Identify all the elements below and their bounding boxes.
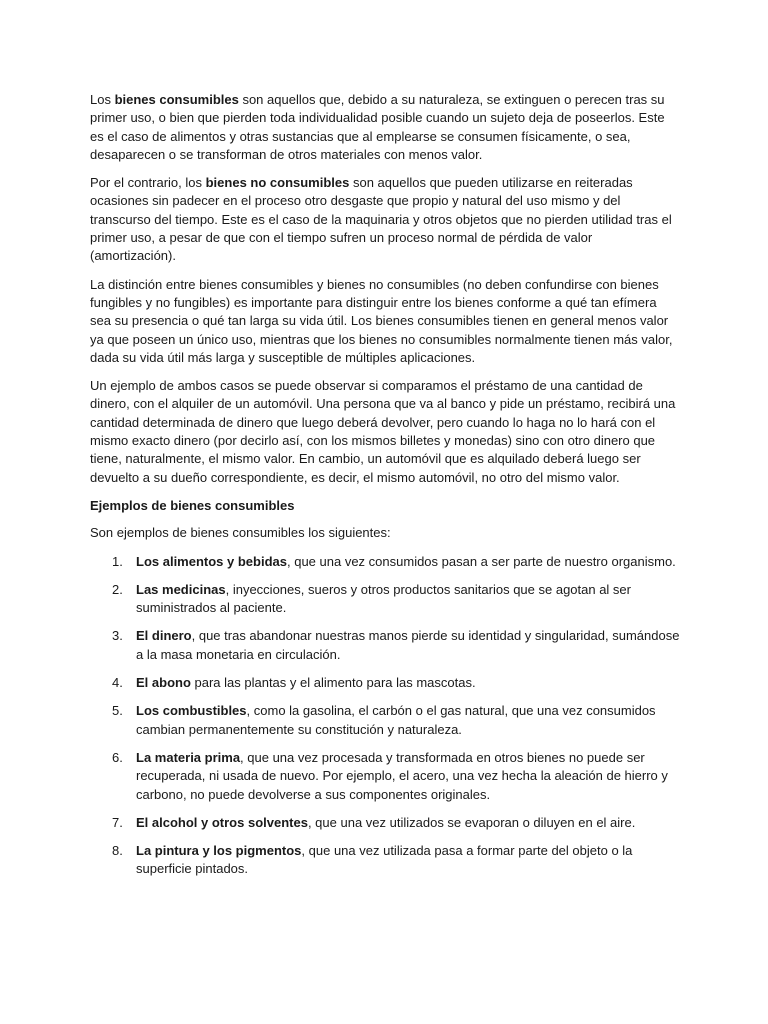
paragraph-4: [90, 377, 680, 487]
list-number: 4.: [112, 675, 123, 691]
list-item-term: El alcohol y otros solventes: [136, 814, 308, 830]
list-item-text: [136, 842, 680, 879]
paragraph-text: Los: [90, 92, 115, 107]
list-item-term: La pintura y los pigmentos: [136, 843, 302, 859]
list-item: [90, 842, 680, 879]
list-number: 3.: [112, 628, 123, 644]
list-item: [90, 749, 680, 804]
list-item-desc: , como la gasolina, el carbón o el gas natural, que una vez consumidos cambian permanentemente su constitución y naturaleza.: [136, 703, 656, 737]
paragraph-2: [90, 174, 680, 265]
list-number: 5.: [112, 703, 123, 719]
list-item: [90, 553, 680, 571]
list-intro: Son ejemplos de bienes consumibles los siguientes:: [90, 525, 391, 541]
list-item-text: [136, 581, 680, 618]
list-item-text: [136, 674, 680, 692]
body-paragraphs: [90, 91, 680, 487]
list-item-text: [136, 814, 680, 832]
list-item-desc: , que una vez procesada y transformada en otros bienes no puede ser recuperada, ni usada de nuevo. Por ejemplo, el acero, una vez hecha la aleación de hierro y carbono, no puede devolverse a sus componentes originales.: [136, 749, 668, 802]
list-number: 6.: [112, 749, 123, 765]
list-item-desc: , que una vez consumidos pasan a ser parte de nuestro organismo.: [287, 553, 676, 569]
list-number: 8.: [112, 843, 123, 859]
list-item-term: Los alimentos y bebidas: [136, 553, 287, 569]
list-item-desc: , que una vez utilizados se evaporan o diluyen en el aire.: [307, 814, 636, 830]
paragraph-text: son aquellos que pueden utilizarse en reiteradas ocasiones sin padecer en el proceso otro desgaste que propio y natural del uso mismo y del transcurso del tiempo. Este es el caso de la maquinaria y otros objetos que no pierden utilidad tras el primer uso, a pesar de que con el tiempo sufren un proceso normal de pérdida de valor (amortización).: [90, 175, 672, 264]
list-item: [90, 627, 680, 664]
list-item-text: [136, 553, 680, 571]
paragraph-text: son aquellos que, debido a su naturaleza, se extinguen o perecen tras su primer uso, o bien que pierden toda individualidad posible cuando un sujeto deja de poseerlos. Este es el caso de alimentos y otras sustancias que al emplearse se consumen físicamente, o sea, desaparecen o se transforman de otros materiales con menos valor.: [90, 92, 665, 162]
list-item: [90, 674, 680, 692]
list-number: 1.: [112, 553, 123, 569]
list-item: [90, 702, 680, 739]
list-item-term: Las medicinas: [136, 581, 226, 597]
list-item-desc: , que tras abandonar nuestras manos pierde su identidad y singularidad, sumándose a la masa monetaria en circulación.: [136, 628, 680, 662]
list-item-term: El dinero: [136, 628, 192, 644]
list-item-desc: , inyecciones, sueros y otros productos sanitarios que se agotan al ser suministrados al paciente.: [136, 581, 631, 616]
list-item-term: El abono: [136, 675, 191, 691]
section-heading: Ejemplos de bienes consumibles: [90, 497, 295, 513]
list-item-text: [136, 702, 680, 739]
list-item-text: [136, 627, 680, 664]
list-item-desc: para las plantas y el alimento para las mascotas.: [190, 675, 476, 691]
list-number: 2.: [112, 581, 123, 597]
list-item-desc: , que una vez utilizada pasa a formar parte del objeto o la superficie pintados.: [136, 843, 633, 877]
list-item-term: La materia prima: [136, 749, 241, 765]
list-item-text: [136, 749, 680, 804]
paragraph-1: [90, 91, 680, 164]
list-item-term: Los combustibles: [136, 703, 247, 719]
examples-list: [90, 553, 680, 879]
paragraph-text: Por el contrario, los: [90, 175, 206, 191]
paragraph-text: Un ejemplo de ambos casos se puede observar si comparamos el préstamo de una cantidad de dinero, con el alquiler de un automóvil. Una persona que va al banco y pide un préstamo, recibirá una cantidad determinada de dinero que luego deberá devolver, pero cuando lo haga no lo hará con el mismo exacto dinero (por decirlo así, con los mismos billetes y monedas) sino con otro dinero que tiene, naturalmente, el mismo valor. En cambio, un automóvil que es alquilado deberá luego ser devuelto a su dueño correspondiente, es decir, el mismo automóvil, no otro del mismo valor.: [90, 378, 676, 485]
bold-term: bienes no consumibles: [205, 175, 350, 191]
list-item: [90, 814, 680, 832]
paragraph-text: La distinción entre bienes consumibles y bienes no consumibles (no deben confundirse con bienes fungibles y no fungibles) es importante para distinguir entre los bienes conforme a qué tan efímera sea su presencia o qué tan larga su vida útil. Los bienes consumibles tienen en general menos valor ya que poseen un único uso, mientras que los bienes no consumibles normalmente tienen más valor, dada su vida útil más larga y susceptible de múltiples aplicaciones.: [90, 276, 673, 365]
list-item: [90, 581, 680, 618]
paragraph-3: [90, 276, 680, 367]
bold-term: bienes consumibles: [114, 92, 239, 107]
list-number: 7.: [112, 814, 123, 830]
